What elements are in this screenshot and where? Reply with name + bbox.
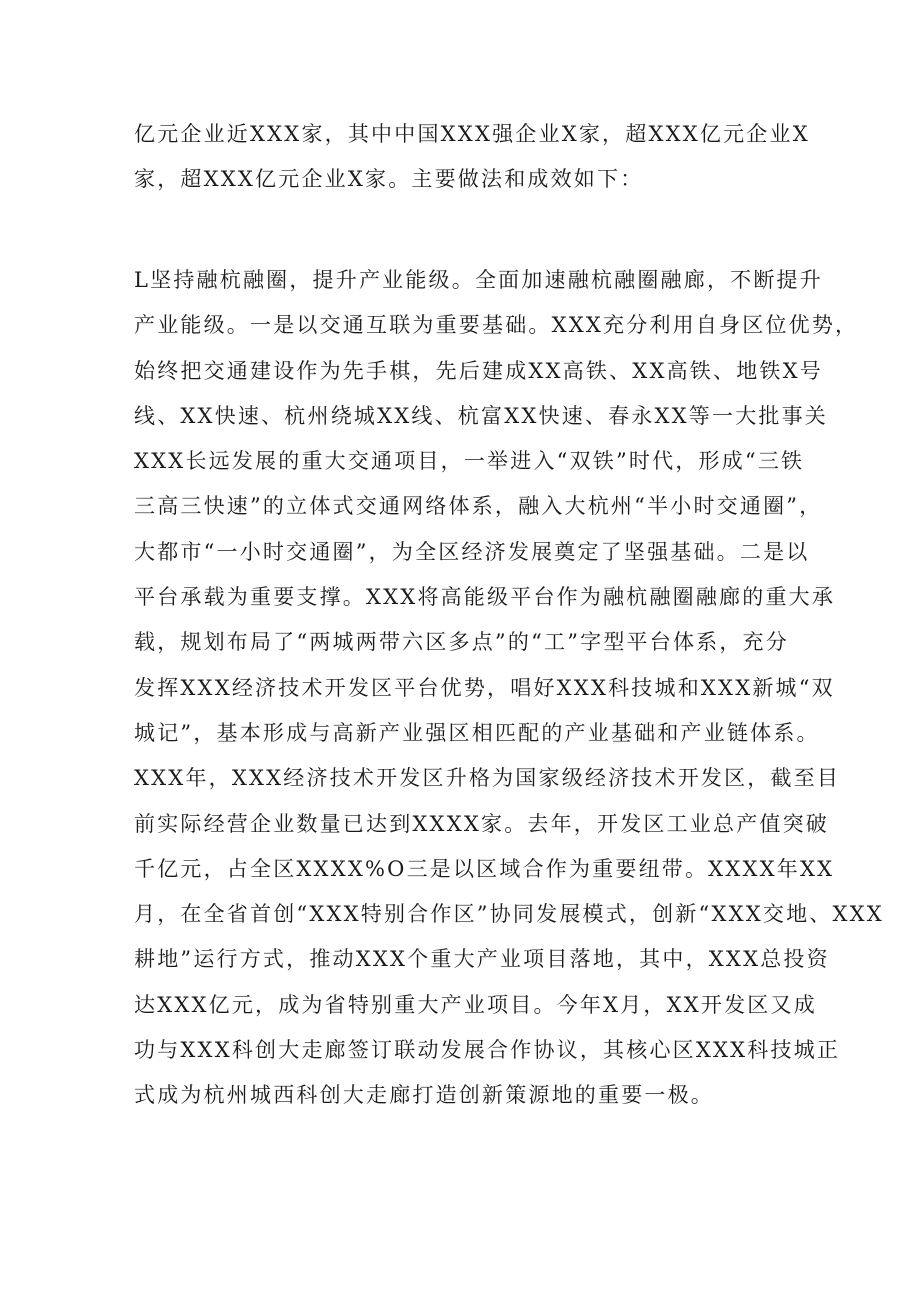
text-line: XXX年，XXX经济技术开发区升格为国家级经济技术开发区，截至目 (134, 766, 841, 791)
paragraph-summary (134, 112, 810, 203)
text-line: 耕地”运行方式，推动XXX个重大产业项目落地，其中，XXX总投资 (134, 947, 830, 972)
text-line: 千亿元，占全区XXXX%O三是以区域合作为重要纽带。XXXX年XX (134, 856, 835, 881)
text-line: 前实际经营企业数量已达到XXXX家。去年，开发区工业总产值突破 (134, 811, 829, 836)
text-line: 产业能级。一是以交通互联为重要基础。XXX充分利用自身区位优势， (134, 313, 859, 338)
text-line: 家，超XXX亿元企业X家。主要做法和成效如下： (134, 167, 644, 192)
text-line: 大都市“一小时交通圈”，为全区经济发展奠定了坚强基础。二是以 (134, 539, 810, 564)
text-line: 平台承载为重要支撑。XXX将高能级平台作为融杭融圈融廊的重大承 (134, 585, 836, 610)
text-line: 三高三快速”的立体式交通网络体系，融入大杭州“半小时交通圈”， (134, 494, 823, 519)
text-line: 功与XXX科创大走廊签订联动发展合作协议，其核心区XXX科技城正 (134, 1038, 841, 1063)
text-line: 线、XX快速、杭州绕城XX线、杭富XX快速、春永XX等一大批事关 (134, 403, 828, 428)
text-line: 达XXX亿元，成为省特别重大产业项目。今年X月，XX开发区又成 (134, 992, 817, 1017)
text-line: L坚持融杭融圈，提升产业能级。全面加速融杭融圈融廊，不断提升 (134, 268, 823, 292)
text-line: 城记”，基本形成与高新产业强区相匹配的产业基础和产业链体系。 (134, 720, 820, 745)
text-line: XXX长远发展的重大交通项目，一举进入“双铁”时代，形成“三铁 (134, 449, 805, 474)
text-line: 发挥XXX经济技术开发区平台优势，唱好XXX科技城和XXX新城“双 (134, 675, 835, 700)
text-line: 载，规划布局了“两城两带六区多点”的“工”字型平台体系，充分 (134, 630, 789, 655)
paragraph-section-1 (134, 258, 884, 1119)
text-line: 式成为杭州城西科创大走廊打造创新策源地的重要一极。 (134, 1083, 714, 1108)
text-line: 亿元企业近XXX家，其中中国XXX强企业X家，超XXX亿元企业X (134, 122, 810, 146)
text-line: 始终把交通建设作为先手棋，先后建成XX高铁、XX高铁、地铁X号 (134, 358, 823, 383)
text-line: 月，在全省首创“XXX特别合作区”协同发展模式，创新“XXX交地、XXX (134, 902, 884, 927)
